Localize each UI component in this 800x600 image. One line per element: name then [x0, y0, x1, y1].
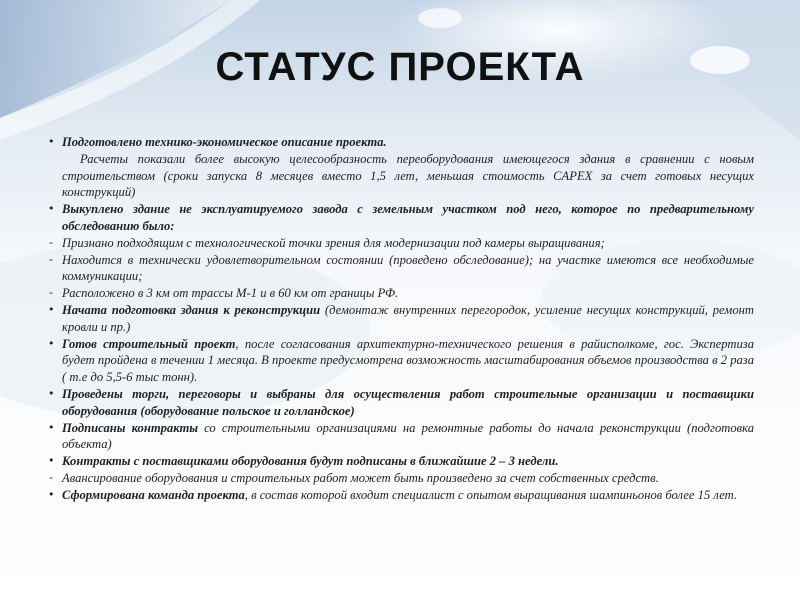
item-bold-text: Подготовлено технико-экономическое описание проекта. [62, 135, 387, 149]
bullet-marker: • [48, 487, 55, 501]
list-item [42, 134, 754, 151]
item-text: Авансирование оборудования и строительных работ может быть произведено за счет собственных средств. [62, 470, 659, 485]
item-text: Признано подходящим с технологической точки зрения для модернизации под камеры выращивания; [62, 235, 605, 250]
bullet-list [42, 134, 754, 580]
item-bold-text: Подписаны контракты [62, 420, 198, 435]
list-item [42, 453, 754, 470]
list-item [42, 235, 754, 252]
bullet-marker: • [48, 336, 55, 350]
item-text: , после согласования архитектурно-технического решения в райисполкоме, гос. Экспертиза будет пройдена в течении 1 месяца. В проекте предусмотрена возможность масштабирования объемов производства в 2 раза ( т.е до 5,5-6 тыс тонн). [62, 336, 754, 385]
item-text: со строительными организациями на ремонтные работы до начала реконструкции (подготовка объекта) [62, 420, 754, 452]
bullet-marker: • [48, 135, 55, 148]
slide-title: СТАТУС ПРОЕКТА [215, 45, 585, 89]
bullet-marker: • [48, 454, 55, 468]
bullet-marker: • [48, 302, 55, 316]
item-bold-text: Начата подготовка здания к реконструкции [62, 302, 321, 317]
dash-marker: - [49, 470, 53, 484]
list-item [42, 336, 754, 386]
item-text: Расчеты показали более высокую целесообразность переоборудования имеющегося здания в сравнении с новым строительством (сроки запуска 8 месяцев вместо 1,5 лет, меньшая стоимость CAPEX за счет готовых несущих конструкций) [62, 151, 754, 200]
dash-marker: - [49, 252, 53, 266]
item-text: (демонтаж внутренних перегородок, усиление несущих конструкций, ремонт кровли и пр.) [62, 302, 754, 334]
item-text: , в состав которой входит специалист с опытом выращивания шампиньонов более 15 лет. [244, 487, 738, 502]
list-item [42, 470, 754, 487]
bullet-marker: • [48, 420, 55, 434]
list-item [42, 252, 754, 286]
item-bold-text: Готов строительный проект [62, 336, 236, 351]
list-item [42, 386, 754, 420]
list-item [42, 302, 754, 336]
list-item [42, 285, 754, 302]
item-bold-text: Выкуплено здание не эксплуатируемого завода с земельным участком под него, которое по предварительному обследованию было: [62, 202, 754, 233]
list-item [42, 420, 754, 454]
item-bold-text: Сформирована команда проекта [62, 487, 245, 502]
dash-marker: - [49, 286, 53, 300]
item-text: Находится в технически удовлетворительном состоянии (проведено обследование); на участке имеются все необходимые коммуникации; [62, 252, 754, 284]
list-item-paragraph [42, 151, 754, 201]
list-item [42, 487, 754, 504]
item-bold-text: Контракты с поставщиками оборудования будут подписаны в ближайшие 2 – 3 недели. [62, 454, 559, 469]
list-item [42, 201, 754, 235]
bullet-marker: • [48, 386, 55, 400]
item-text: Расположено в 3 км от трассы М-1 и в 60 км от границы РФ. [62, 286, 399, 301]
dash-marker: - [49, 235, 53, 249]
bullet-marker: • [48, 202, 55, 216]
item-bold-text: Проведены торги, переговоры и выбраны для осуществления работ строительные организации и поставщики оборудования (оборудование польское и голландское) [62, 386, 754, 418]
